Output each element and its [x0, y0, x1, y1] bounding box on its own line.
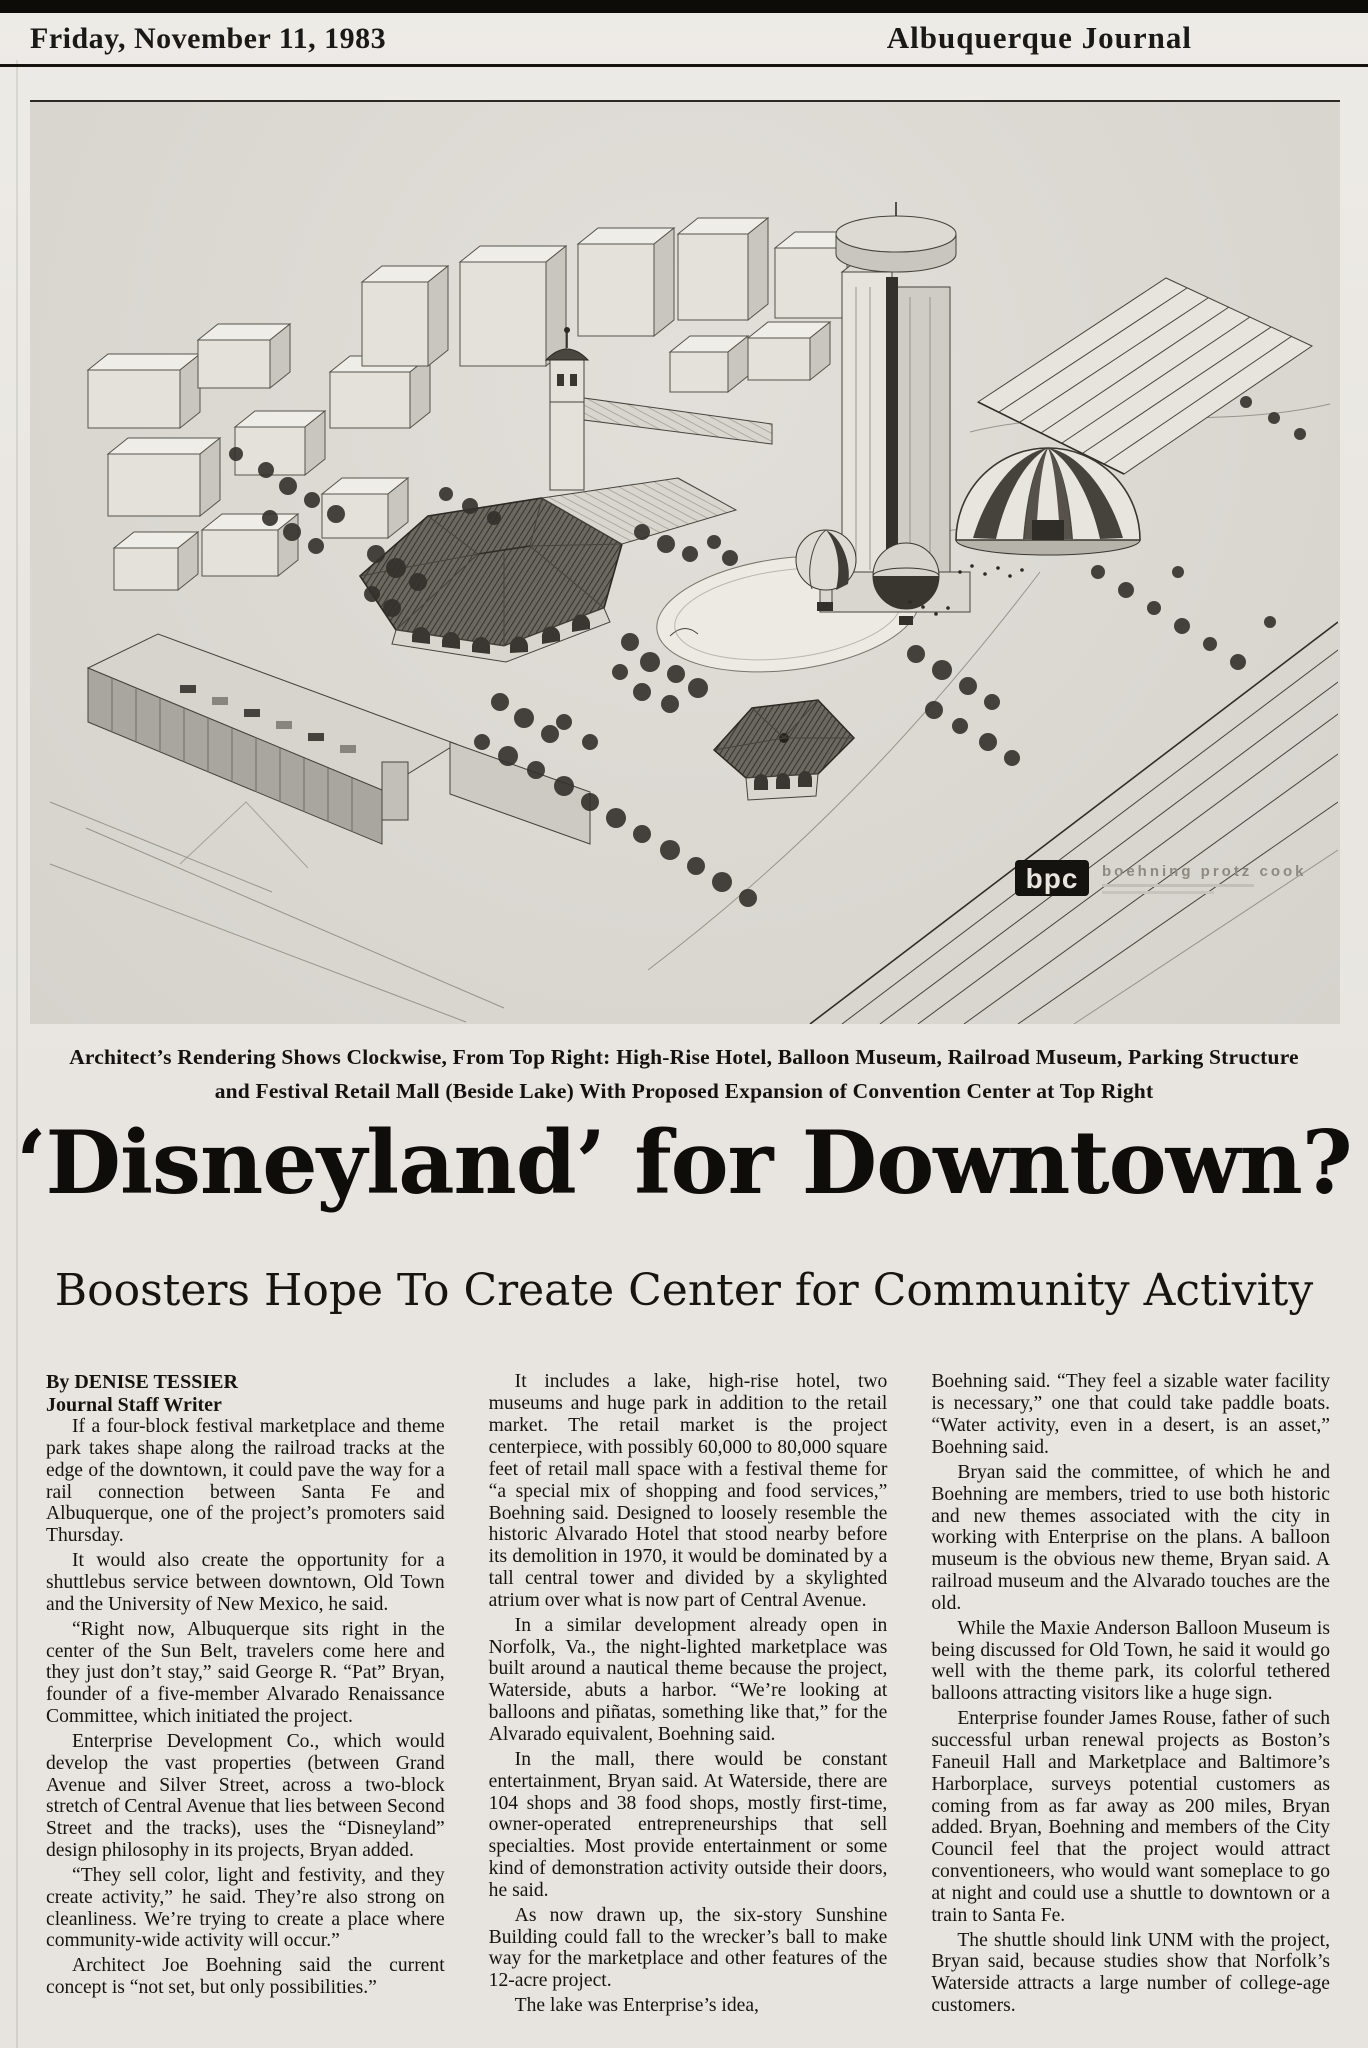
- architects-rendering-image: [30, 100, 1340, 1024]
- article-paragraph: It would also create the opportunity for a shuttlebus service between downtown, Old Town and the University of New Mexico, he said.: [46, 1550, 445, 1615]
- paper-crease: [180, 802, 308, 868]
- article-column-3: [931, 1371, 1330, 2019]
- architect-logo: [1015, 860, 1307, 896]
- column-3-paragraphs: [931, 1371, 1330, 2016]
- subhead: Boosters Hope To Create Center for Community Activity: [54, 1264, 1314, 1316]
- masthead-rule: [0, 64, 1368, 67]
- convention-center-expansion: [978, 278, 1312, 474]
- article-column-1: [46, 1371, 445, 2019]
- article-paragraph: The shuttle should link UNM with the project, Bryan said, because studies show that Norfolk’s Waterside attracts a large number of college-age customers.: [931, 1929, 1331, 2017]
- article-paragraph: Bryan said the committee, of which he and Boehning are members, tried to use both historic and new themes associated with the city in working with Enterprise on the plans. A balloon museum is the obvious new theme, Bryan said. A railroad museum and the Alvarado touches are the old.: [931, 1461, 1331, 1614]
- architect-firm-name: boehning protz cook: [1102, 863, 1307, 880]
- parking-structure: [88, 634, 590, 844]
- column-1-paragraphs: [46, 1416, 445, 1999]
- page-fold-line: [16, 60, 18, 2048]
- article-paragraph: It includes a lake, high-rise hotel, two museums and huge park in addition to the retail market. The retail market is the project centerpiece, with possibly 60,000 to 80,000 square feet of retail mall space with a festival theme for “a special mix of shopping and food services,” Boehning said. Designed to loosely resemble the historic Alvarado Hotel that stood nearby before its demolition in 1970, it would be dominated by a tall central tower and divided by a skylighted atrium over what is now part of Central Avenue.: [488, 1371, 888, 1611]
- article-paragraph: Enterprise Development Co., which would develop the vast properties (between Grand Avenue and Silver Street, across a two-block stretch of Central Avenue that lies between Second Street and the tracks), uses the “Disneyland” design philosophy in its projects, Bryan added.: [46, 1730, 445, 1862]
- top-black-bar: [0, 0, 1368, 13]
- railroad-tracks: [810, 622, 1338, 1024]
- byline-title: Journal Staff Writer: [46, 1393, 222, 1416]
- article-paragraph: While the Maxie Anderson Balloon Museum is being discussed for Old Town, he said it would go well with the theme park, its colorful tethered balloons attracting visitors like a huge sign.: [931, 1617, 1331, 1705]
- masthead-paper-title: Albuquerque Journal: [886, 20, 1192, 55]
- article-paragraph: As now drawn up, the six-story Sunshine Building could fall to the wrecker’s ball to make way for the marketplace and other features of the 12-acre project.: [488, 1904, 888, 1992]
- lakeside-pavilion: [714, 700, 854, 800]
- column-2-paragraphs: [489, 1371, 888, 2016]
- byline-author: By DENISE TESSIER: [46, 1371, 238, 1394]
- architect-logo-text: bpc: [1025, 863, 1079, 894]
- article-paragraph: “Right now, Albuquerque sits right in the center of the Sun Belt, travelers come here and they just don’t stay,” said George R. “Pat” Bryan, founder of a five-member Alvarado Renaissance Committee, which initiated the project.: [46, 1618, 445, 1728]
- article-paragraph: If a four-block festival marketplace and theme park takes shape along the railroad tracks at the edge of the downtown, it could pave the way for a rail connection between Santa Fe and Albuquerque, one of the project’s promoters said Thursday.: [46, 1416, 445, 1547]
- article-column-2: [489, 1371, 888, 2019]
- article-paragraph: In the mall, there would be constant entertainment, Bryan said. At Waterside, there are 104 shops and 38 food shops, mostly first-time, owner-operated entrepreneurships that sell specialties. Most provide entertainment or some kind of demonstration activity outside their doors, he said.: [488, 1748, 888, 1901]
- article-paragraph: “They sell color, light and festivity, and they create activity,” he said. They’re also strong on cleanliness. We’re trying to create a place where community-wide activity will occur.”: [46, 1864, 445, 1952]
- article-paragraph: Enterprise founder James Rouse, father of such successful urban renewal projects as Boston’s Faneuil Hall and Marketplace and Baltimore’s Harborplace, surveys potential customers as coming from as far away as 200 miles, Bryan added. Bryan, Boehning and members of the City Council feel that the project would attract conventioneers, who would want someplace to go at night and could use a shuttle to downtown or a train to Santa Fe.: [931, 1708, 1331, 1926]
- article-paragraph: Boehning said. “They feel a sizable water facility is necessary,” one that could take paddle boats. “Water activity, even in a desert, is an asset,” Boehning said.: [931, 1371, 1331, 1458]
- article-paragraph: In a similar development already open in Norfolk, Va., the night-lighted marketplace was built around a nautical theme because the project, Waterside, abuts a harbor. “We’re looking at balloons and piñatas, something like that,” for the Alvarado equivalent, Boehning said.: [488, 1614, 888, 1745]
- article-paragraph: The lake was Enterprise’s idea,: [514, 1995, 759, 2017]
- masthead-date: Friday, November 11, 1983: [30, 22, 387, 55]
- article-paragraph: Architect Joe Boehning said the current concept is “not set, but only possibilities.”: [46, 1955, 445, 1999]
- article-body: [0, 1351, 1368, 2019]
- rendering-caption: Architect’s Rendering Shows Clockwise, From Top Right: High-Rise Hotel, Balloon Museum, Railroad Museum, Parking Structure and Festival Retail Mall (Beside Lake) With Proposed Expansion of Convention Center at Top Right: [69, 1045, 1299, 1103]
- masthead: [0, 13, 1368, 62]
- headline: ‘Disneyland’ for Downtown?: [16, 1110, 1352, 1214]
